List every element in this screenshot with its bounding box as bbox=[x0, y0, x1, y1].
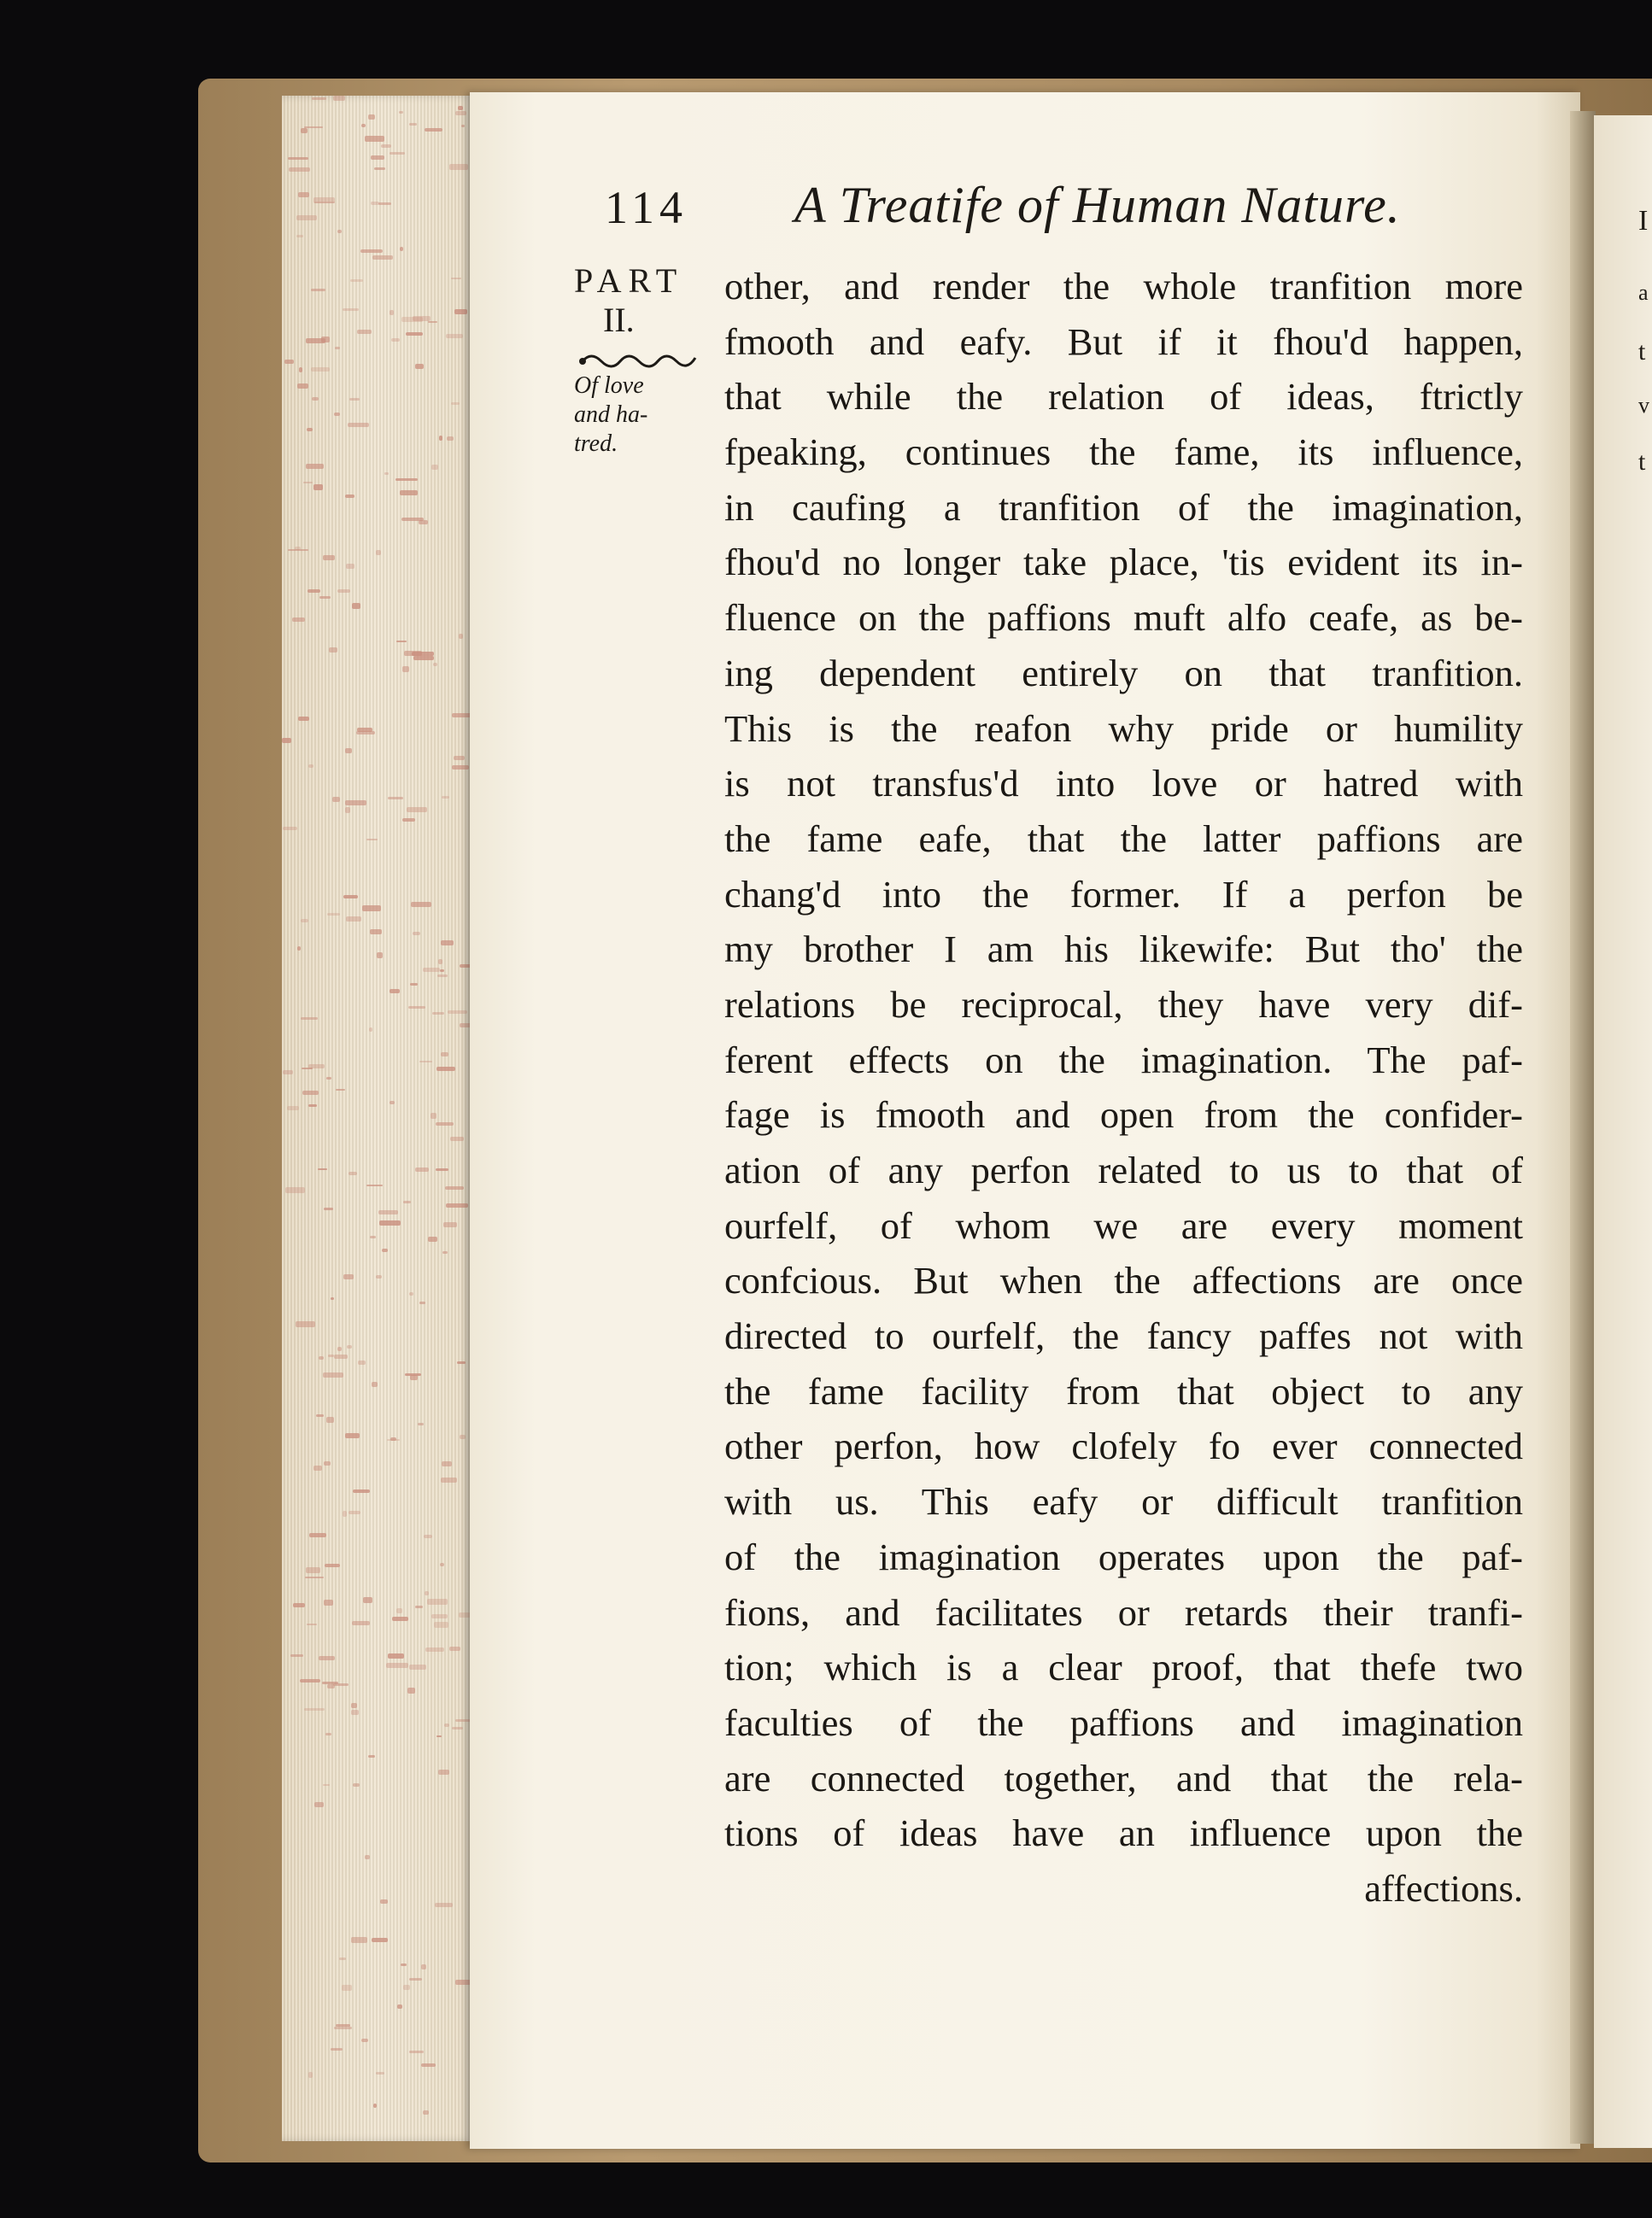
edge-speckle bbox=[446, 334, 463, 338]
text-line: other, and render the whole tranfition more bbox=[724, 265, 1523, 307]
edge-speckle bbox=[433, 663, 436, 666]
edge-speckle bbox=[318, 1168, 327, 1170]
edge-speckle bbox=[352, 1621, 370, 1625]
edge-speckle bbox=[425, 1591, 429, 1595]
edge-speckle bbox=[334, 2027, 352, 2028]
text-line: tion; which is a clear proof, that thefe two bbox=[724, 1646, 1523, 1689]
edge-speckle bbox=[337, 1347, 342, 1351]
page-edges bbox=[282, 96, 474, 2141]
text-line: is not transfus'd into love or hatred with bbox=[724, 762, 1523, 805]
edge-speckle bbox=[336, 1089, 344, 1091]
edge-speckle bbox=[311, 367, 330, 372]
text-line: tions of ideas have an influence upon the bbox=[724, 1811, 1523, 1855]
edge-speckle bbox=[360, 249, 382, 254]
edge-speckle bbox=[349, 1511, 360, 1514]
edge-speckle bbox=[372, 255, 392, 260]
text-line: ferent effects on the imagination. The paf- bbox=[724, 1038, 1523, 1081]
edge-speckle bbox=[415, 364, 424, 369]
text-line: are connected together, and that the rela- bbox=[724, 1756, 1523, 1800]
edge-speckle bbox=[308, 1104, 317, 1107]
edge-speckle bbox=[392, 1617, 407, 1621]
edge-speckle bbox=[400, 247, 403, 251]
edge-speckle bbox=[436, 1067, 455, 1071]
edge-speckle bbox=[407, 807, 426, 812]
edge-speckle bbox=[313, 484, 322, 490]
edge-speckle bbox=[379, 1220, 401, 1226]
edge-speckle bbox=[410, 1375, 418, 1380]
edge-speckle bbox=[297, 383, 308, 389]
text-line: relations be reciprocal, they have very dif- bbox=[724, 982, 1523, 1026]
edge-speckle bbox=[409, 123, 417, 126]
edge-speckle bbox=[332, 797, 340, 802]
edge-speckle bbox=[302, 1091, 319, 1095]
edge-speckle bbox=[296, 1321, 314, 1327]
edge-speckle bbox=[326, 1417, 334, 1423]
edge-speckle bbox=[299, 367, 302, 372]
text-line: directed to ourfelf, the fancy paffes not with bbox=[724, 1314, 1523, 1358]
edge-speckle bbox=[381, 144, 390, 148]
edge-speckle bbox=[441, 940, 454, 945]
edge-speckle bbox=[313, 1466, 323, 1471]
edge-speckle bbox=[401, 1963, 406, 1966]
edge-speckle bbox=[347, 1345, 352, 1349]
edge-speckle bbox=[409, 1978, 422, 1981]
edge-speckle bbox=[407, 1688, 414, 1694]
text-line: fluence on the paffions muft alfo ceafe, as be- bbox=[724, 596, 1523, 640]
text-line: in caufing a tranfition of the imagination, bbox=[724, 485, 1523, 529]
edge-speckle bbox=[351, 1937, 367, 1942]
edge-speckle bbox=[350, 279, 363, 282]
edge-speckle bbox=[401, 518, 424, 521]
edge-speckle bbox=[371, 202, 379, 205]
edge-speckle bbox=[337, 589, 350, 594]
catchword-line: affections. bbox=[1364, 1866, 1523, 1910]
text-line: the fame eafe, that the latter paffions are bbox=[724, 816, 1523, 860]
edge-speckle bbox=[303, 482, 313, 483]
edge-speckle bbox=[411, 902, 431, 907]
edge-speckle bbox=[382, 1249, 388, 1252]
edge-speckle bbox=[322, 1682, 338, 1684]
edge-speckle bbox=[292, 617, 305, 622]
edge-speckle bbox=[438, 1770, 448, 1775]
edge-speckle bbox=[440, 1563, 444, 1566]
body-text bbox=[724, 259, 1523, 1917]
edge-speckle bbox=[390, 310, 394, 315]
opposite-page-fragment: t bbox=[1638, 337, 1646, 366]
edge-speckle bbox=[366, 1185, 383, 1186]
edge-speckle bbox=[365, 1855, 370, 1858]
edge-speckle bbox=[323, 555, 334, 560]
edge-speckle bbox=[390, 1437, 395, 1441]
edge-speckle bbox=[285, 1187, 304, 1192]
edge-speckle bbox=[372, 1382, 378, 1388]
edge-speckle bbox=[343, 895, 358, 898]
edge-speckle bbox=[308, 2072, 313, 2077]
edge-speckle bbox=[423, 2110, 429, 2114]
edge-speckle bbox=[454, 756, 466, 759]
edge-speckle bbox=[428, 321, 437, 323]
edge-speckle bbox=[378, 1210, 399, 1214]
edge-speckle bbox=[333, 96, 345, 101]
edge-speckle bbox=[402, 818, 415, 822]
edge-speckle bbox=[331, 2048, 343, 2051]
edge-speckle bbox=[298, 192, 309, 196]
edge-speckle bbox=[410, 983, 419, 985]
edge-speckle bbox=[439, 436, 442, 441]
edge-speckle bbox=[432, 1012, 444, 1015]
edge-speckle bbox=[442, 1461, 452, 1466]
edge-speckle bbox=[401, 317, 423, 322]
edge-speckle bbox=[357, 330, 372, 334]
edge-speckle bbox=[415, 1606, 423, 1608]
edge-speckle bbox=[461, 125, 466, 127]
edge-speckle bbox=[447, 436, 454, 441]
opposite-page-fragment: t bbox=[1638, 448, 1646, 476]
edge-speckle bbox=[396, 1608, 403, 1613]
edge-speckle bbox=[390, 989, 400, 993]
edge-speckle bbox=[441, 1478, 458, 1484]
edge-speckle bbox=[334, 1355, 348, 1358]
edge-speckle bbox=[293, 1603, 305, 1607]
edge-speckle bbox=[346, 564, 355, 569]
edge-speckle bbox=[296, 235, 303, 238]
edge-speckle bbox=[282, 738, 291, 743]
edge-speckle bbox=[425, 128, 442, 132]
edge-speckle bbox=[421, 2063, 436, 2067]
edge-speckle bbox=[343, 308, 359, 311]
edge-speckle bbox=[435, 1903, 454, 1908]
edge-speckle bbox=[369, 1027, 372, 1032]
edge-speckle bbox=[400, 490, 418, 495]
edge-speckle bbox=[314, 202, 334, 204]
edge-speckle bbox=[319, 1356, 325, 1360]
edge-speckle bbox=[452, 1727, 463, 1729]
edge-speckle bbox=[306, 464, 324, 470]
text-line: fhou'd no longer take place, 'tis evident its in- bbox=[724, 541, 1523, 584]
edge-speckle bbox=[377, 952, 383, 957]
ornament-rule bbox=[579, 348, 699, 370]
edge-speckle bbox=[419, 1061, 432, 1062]
edge-speckle bbox=[357, 728, 372, 732]
edge-speckle bbox=[421, 1964, 426, 1969]
edge-speckle bbox=[284, 360, 294, 364]
edge-speckle bbox=[450, 1137, 465, 1142]
edge-speckle bbox=[308, 589, 320, 592]
edge-speckle bbox=[419, 1302, 425, 1304]
edge-speckle bbox=[308, 1064, 324, 1068]
edge-speckle bbox=[325, 1733, 331, 1736]
text-line: fage is fmooth and open from the confider- bbox=[724, 1093, 1523, 1137]
edge-speckle bbox=[413, 656, 434, 660]
edge-speckle bbox=[409, 2051, 424, 2054]
edge-speckle bbox=[345, 748, 352, 754]
edge-speckle bbox=[399, 111, 402, 114]
edge-speckle bbox=[358, 1361, 366, 1364]
edge-speckle bbox=[333, 1683, 349, 1685]
edge-speckle bbox=[331, 1297, 334, 1300]
edge-speckle bbox=[308, 764, 313, 768]
text-line: that while the relation of ideas, ftrictly bbox=[724, 375, 1523, 418]
opposite-page-fragment: I bbox=[1638, 205, 1649, 237]
edge-speckle bbox=[353, 1783, 360, 1787]
edge-speckle bbox=[384, 472, 389, 475]
text-line: This is the reafon why pride or humility bbox=[724, 706, 1523, 750]
edge-speckle bbox=[312, 97, 327, 99]
edge-speckle bbox=[444, 1723, 449, 1727]
text-line: other perfon, how clofely fo ever connected bbox=[724, 1425, 1523, 1468]
edge-speckle bbox=[380, 1899, 388, 1903]
edge-speckle bbox=[425, 1647, 444, 1652]
edge-speckle bbox=[335, 347, 341, 349]
edge-speckle bbox=[457, 1361, 465, 1364]
margin-note-line: tred. bbox=[574, 430, 618, 457]
edge-speckle bbox=[402, 666, 409, 672]
edge-speckle bbox=[301, 128, 308, 133]
text-line: my brother I am his likewife: But tho' the bbox=[724, 928, 1523, 971]
edge-speckle bbox=[348, 423, 370, 426]
edge-speckle bbox=[373, 2104, 377, 2107]
edge-speckle bbox=[446, 1203, 468, 1208]
edge-speckle bbox=[361, 124, 366, 127]
edge-speckle bbox=[319, 596, 331, 599]
edge-speckle bbox=[365, 136, 384, 142]
edge-speckle bbox=[445, 1186, 465, 1189]
edge-speckle bbox=[339, 1958, 346, 1960]
edge-speckle bbox=[436, 1168, 448, 1171]
edge-speckle bbox=[283, 1070, 293, 1074]
edge-speckle bbox=[409, 1292, 413, 1295]
edge-speckle bbox=[370, 929, 382, 935]
edge-speckle bbox=[361, 2039, 368, 2042]
edge-speckle bbox=[312, 397, 319, 400]
edge-speckle bbox=[403, 1985, 410, 1990]
edge-speckle bbox=[449, 164, 468, 170]
edge-speckle bbox=[443, 1222, 456, 1227]
edge-speckle bbox=[372, 1938, 388, 1941]
text-line: fpeaking, continues the fame, its influence, bbox=[724, 430, 1523, 474]
edge-speckle bbox=[290, 1654, 303, 1657]
edge-speckle bbox=[368, 1755, 375, 1757]
edge-speckle bbox=[305, 1577, 325, 1578]
edge-speckle bbox=[448, 1010, 467, 1014]
edge-speckle bbox=[391, 338, 400, 342]
text-line: the fame facility from that object to any bbox=[724, 1369, 1523, 1413]
edge-speckle bbox=[353, 1489, 370, 1492]
edge-speckle bbox=[363, 1597, 372, 1603]
running-head bbox=[598, 177, 1529, 249]
edge-speckle bbox=[323, 1372, 343, 1378]
edge-speckle bbox=[451, 278, 461, 279]
edge-speckle bbox=[374, 167, 385, 170]
running-title: A Treatife of Human Nature. bbox=[794, 177, 1401, 233]
edge-speckle bbox=[301, 919, 308, 922]
edge-speckle bbox=[390, 152, 404, 155]
margin-note-line: and ha- bbox=[574, 401, 648, 428]
edge-speckle bbox=[325, 1564, 340, 1567]
edge-speckle bbox=[319, 1656, 335, 1659]
edge-speckle bbox=[449, 1647, 460, 1651]
text-line: faculties of the paffions and imagination bbox=[724, 1700, 1523, 1744]
edge-speckle bbox=[298, 717, 310, 721]
text-line: with us. This eafy or difficult tranfition bbox=[724, 1480, 1523, 1524]
edge-speckle bbox=[297, 946, 301, 951]
edge-speckle bbox=[460, 1435, 466, 1439]
edge-speckle bbox=[309, 1533, 325, 1537]
edge-speckle bbox=[306, 1567, 320, 1573]
edge-speckle bbox=[431, 1113, 436, 1118]
edge-speckle bbox=[371, 155, 384, 161]
edge-speckle bbox=[349, 398, 360, 401]
edge-speckle bbox=[342, 1985, 352, 1991]
book-gutter bbox=[1570, 111, 1596, 2144]
edge-speckle bbox=[458, 106, 463, 110]
edge-speckle bbox=[324, 1600, 333, 1606]
edge-speckle bbox=[376, 2072, 384, 2075]
edge-speckle bbox=[406, 332, 423, 336]
edge-speckle bbox=[431, 1614, 448, 1618]
edge-speckle bbox=[396, 641, 407, 642]
edge-speckle bbox=[283, 827, 297, 830]
edge-speckle bbox=[395, 478, 417, 481]
edge-speckle bbox=[431, 465, 438, 470]
edge-speckle bbox=[327, 1684, 336, 1688]
edge-speckle bbox=[343, 1274, 353, 1279]
edge-speckle bbox=[324, 1208, 333, 1210]
edge-speckle bbox=[324, 1461, 330, 1466]
part-number: II. bbox=[603, 301, 635, 339]
edge-speckle bbox=[307, 428, 313, 431]
edge-speckle bbox=[376, 1275, 382, 1279]
text-line: ing dependent entirely on that tranfition. bbox=[724, 651, 1523, 694]
edge-speckle bbox=[441, 1052, 448, 1056]
edge-speckle bbox=[301, 1017, 319, 1019]
edge-speckle bbox=[345, 495, 354, 499]
edge-speckle bbox=[316, 1414, 325, 1417]
edge-speckle bbox=[296, 215, 316, 221]
edge-speckle bbox=[438, 959, 442, 964]
edge-speckle bbox=[397, 2004, 402, 2009]
edge-speckle bbox=[346, 916, 361, 922]
edge-speckle bbox=[403, 1201, 411, 1203]
edge-speckle bbox=[440, 969, 444, 972]
edge-speckle bbox=[329, 647, 337, 653]
edge-speckle bbox=[424, 1535, 432, 1539]
edge-speckle bbox=[413, 932, 420, 935]
edge-speckle bbox=[337, 230, 342, 233]
edge-speckle bbox=[409, 1665, 426, 1669]
edge-speckle bbox=[437, 974, 448, 976]
edge-speckle bbox=[326, 1077, 331, 1080]
edge-speckle bbox=[345, 800, 367, 805]
opposite-page-fragment: v bbox=[1638, 393, 1649, 418]
edge-speckle bbox=[328, 1355, 334, 1356]
text-line: chang'd into the former. If a perfon be bbox=[724, 872, 1523, 916]
opposite-page-edge bbox=[1594, 115, 1652, 2148]
edge-speckle bbox=[388, 1653, 405, 1659]
edge-speckle bbox=[343, 1511, 346, 1516]
text-line: confcious. But when the affections are once bbox=[724, 1259, 1523, 1302]
edge-speckle bbox=[304, 1708, 325, 1711]
part-label: PART bbox=[574, 261, 684, 300]
edge-speckle bbox=[288, 549, 308, 551]
edge-speckle bbox=[345, 807, 350, 813]
text-line: fmooth and eafy. But if it fhou'd happen, bbox=[724, 319, 1523, 363]
edge-speckle bbox=[436, 1122, 454, 1126]
edge-speckle bbox=[352, 603, 361, 609]
edge-speckle bbox=[307, 1624, 317, 1625]
edge-speckle bbox=[311, 289, 325, 292]
edge-speckle bbox=[427, 1599, 448, 1605]
edge-speckle bbox=[418, 1423, 424, 1425]
edge-speckle bbox=[351, 1710, 360, 1716]
edge-speckle bbox=[442, 796, 449, 799]
edge-speckle bbox=[404, 651, 423, 656]
edge-speckle bbox=[390, 1101, 395, 1104]
edge-speckle bbox=[388, 797, 403, 799]
edge-speckle bbox=[362, 905, 381, 911]
edge-speckle bbox=[323, 1784, 330, 1786]
text-line: fions, and facilitates or retards their tranfi- bbox=[724, 1590, 1523, 1634]
edge-speckle bbox=[289, 167, 311, 172]
edge-speckle bbox=[451, 402, 460, 405]
edge-speckle bbox=[287, 1106, 299, 1110]
edge-speckle bbox=[327, 913, 340, 916]
edge-speckle bbox=[434, 1622, 448, 1628]
edge-speckle bbox=[405, 1373, 421, 1377]
edge-speckle bbox=[459, 634, 463, 639]
edge-speckle bbox=[428, 1237, 436, 1242]
edge-speckle bbox=[423, 968, 439, 973]
edge-speckle bbox=[378, 202, 390, 205]
edge-speckle bbox=[452, 765, 468, 770]
edge-speckle bbox=[408, 1006, 425, 1010]
page-number: 114 bbox=[605, 182, 688, 233]
edge-speckle bbox=[436, 1735, 442, 1737]
edge-speckle bbox=[288, 157, 309, 160]
edge-speckle bbox=[454, 309, 467, 314]
edge-speckle bbox=[334, 413, 340, 415]
text-line: ourfelf, of whom we are every moment bbox=[724, 1203, 1523, 1247]
edge-speckle bbox=[415, 1168, 429, 1172]
edge-speckle bbox=[321, 337, 330, 342]
edge-speckle bbox=[351, 1703, 358, 1708]
edge-speckle bbox=[376, 550, 381, 555]
margin-note-line: Of love bbox=[574, 372, 644, 399]
edge-speckle bbox=[455, 111, 466, 115]
edge-speckle bbox=[366, 839, 378, 841]
edge-speckle bbox=[386, 1663, 407, 1668]
edge-speckle bbox=[345, 1433, 360, 1438]
edge-speckle bbox=[370, 1236, 376, 1238]
edge-speckle bbox=[442, 1251, 448, 1254]
margin-note bbox=[574, 260, 702, 459]
edge-speckle bbox=[314, 1802, 323, 1807]
opposite-page-fragment: a bbox=[1638, 280, 1649, 305]
edge-speckle bbox=[300, 1679, 320, 1683]
edge-speckle bbox=[368, 114, 375, 120]
edge-speckle bbox=[349, 1172, 357, 1175]
text-line: of the imagination operates upon the paf- bbox=[724, 1535, 1523, 1578]
text-line: ation of any perfon related to us to that of bbox=[724, 1149, 1523, 1191]
